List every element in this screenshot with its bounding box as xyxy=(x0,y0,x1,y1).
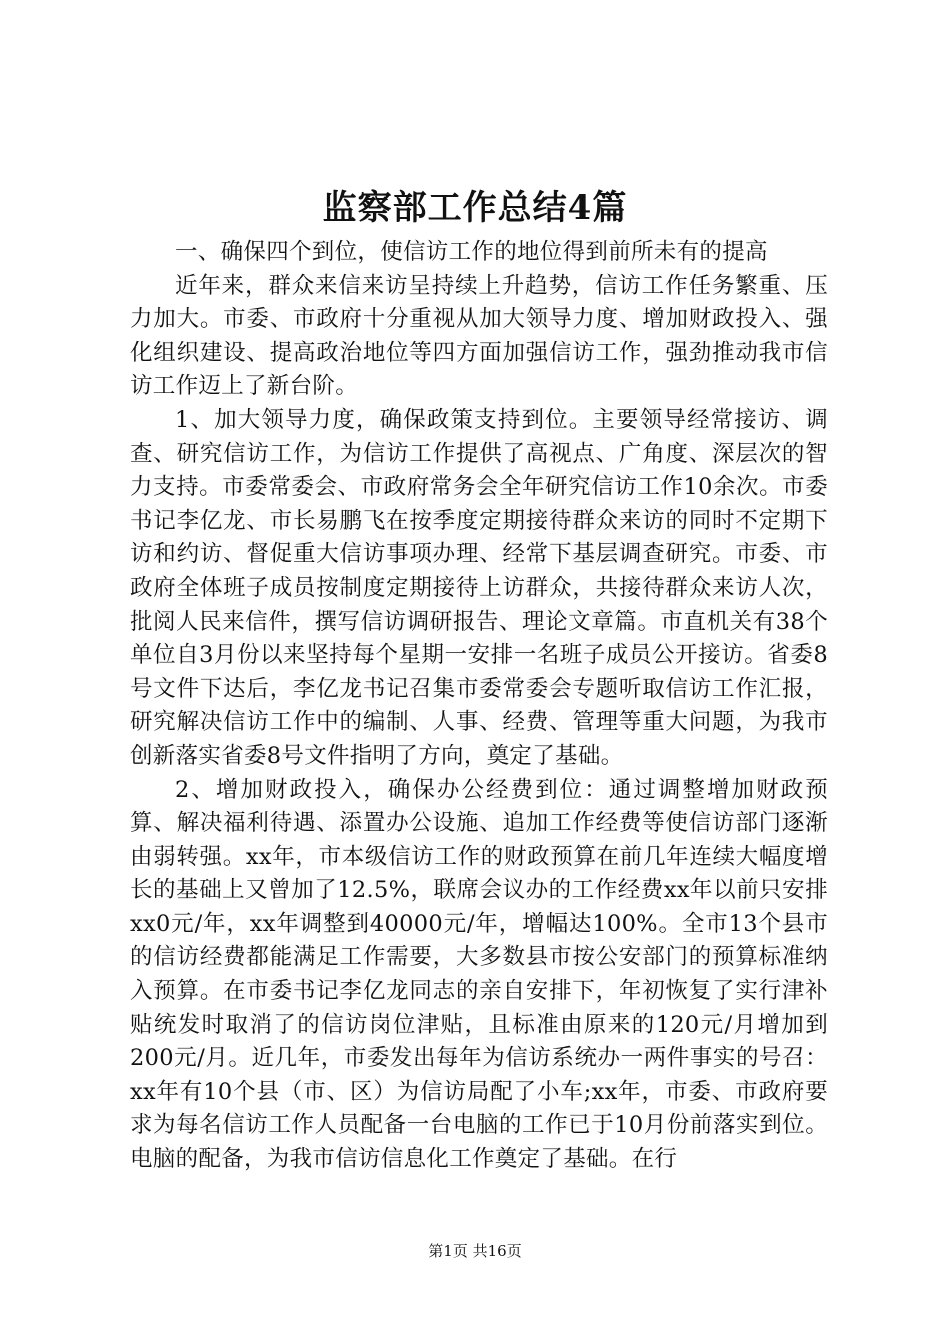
paragraph-heading-1: 一、确保四个到位，使信访工作的地位得到前所未有的提高 xyxy=(175,239,768,265)
page-number-footer: 第1页 共16页 xyxy=(428,1242,522,1260)
document-body xyxy=(130,236,828,1177)
paragraph-section-1: 1、加大领导力度，确保政策支持到位。主要领导经常接访、调查、研究信访工作，为信访工作提供了高视点、广角度、深层次的智力支持。市委常委会、市政府常务会全年研究信访工作10余次。市委书记李亿龙、市长易鹏飞在按季度定期接待群众来访的同时不定期下访和约访、督促重大信访事项办理、经常下基层调查研究。市委、市政府全体班子成员按制度定期接待上访群众，共接待群众来访人次，批阅人民来信件，撰写信访调研报告、理论文章篇。市直机关有38个单位自3月份以来坚持每个星期一安排一名班子成员公开接访。省委8号文件下达后，李亿龙书记召集市委常委会专题听取信访工作汇报，研究解决信访工作中的编制、人事、经费、管理等重大问题，为我市创新落实省委8号文件指明了方向，奠定了基础。 xyxy=(130,406,828,769)
document-title: 监察部工作总结4篇 xyxy=(322,188,628,228)
paragraph-intro: 近年来，群众来信来访呈持续上升趋势，信访工作任务繁重、压力加大。市委、市政府十分重视从加大领导力度、增加财政投入、强化组织建设、提高政治地位等四方面加强信访工作，强劲推动我市信访工作迈上了新台阶。 xyxy=(130,272,828,400)
paragraph-section-2: 2、增加财政投入，确保办公经费到位：通过调整增加财政预算、解决福利待遇、添置办公设施、追加工作经费等使信访部门逐渐由弱转强。xx年，市本级信访工作的财政预算在前几年连续大幅度增长的基础上又曾加了12.5%，联席会议办的工作经费xx年以前只安排xx0元/年，xx年调整到40000元/年，增幅达100%。全市13个县市的信访经费都能满足工作需要，大多数县市按公安部门的预算标准纳入预算。在市委书记李亿龙同志的亲自安排下，年初恢复了实行津补贴统发时取消了的信访岗位津贴，且标准由原来的120元/月增加到200元/月。近几年，市委发出每年为信访系统办一两件事实的号召：xx年有10个县（市、区）为信访局配了小车;xx年，市委、市政府要求为每名信访工作人员配备一台电脑的工作已于10月份前落实到位。电脑的配备，为我市信访信息化工作奠定了基础。在行 xyxy=(130,776,828,1173)
